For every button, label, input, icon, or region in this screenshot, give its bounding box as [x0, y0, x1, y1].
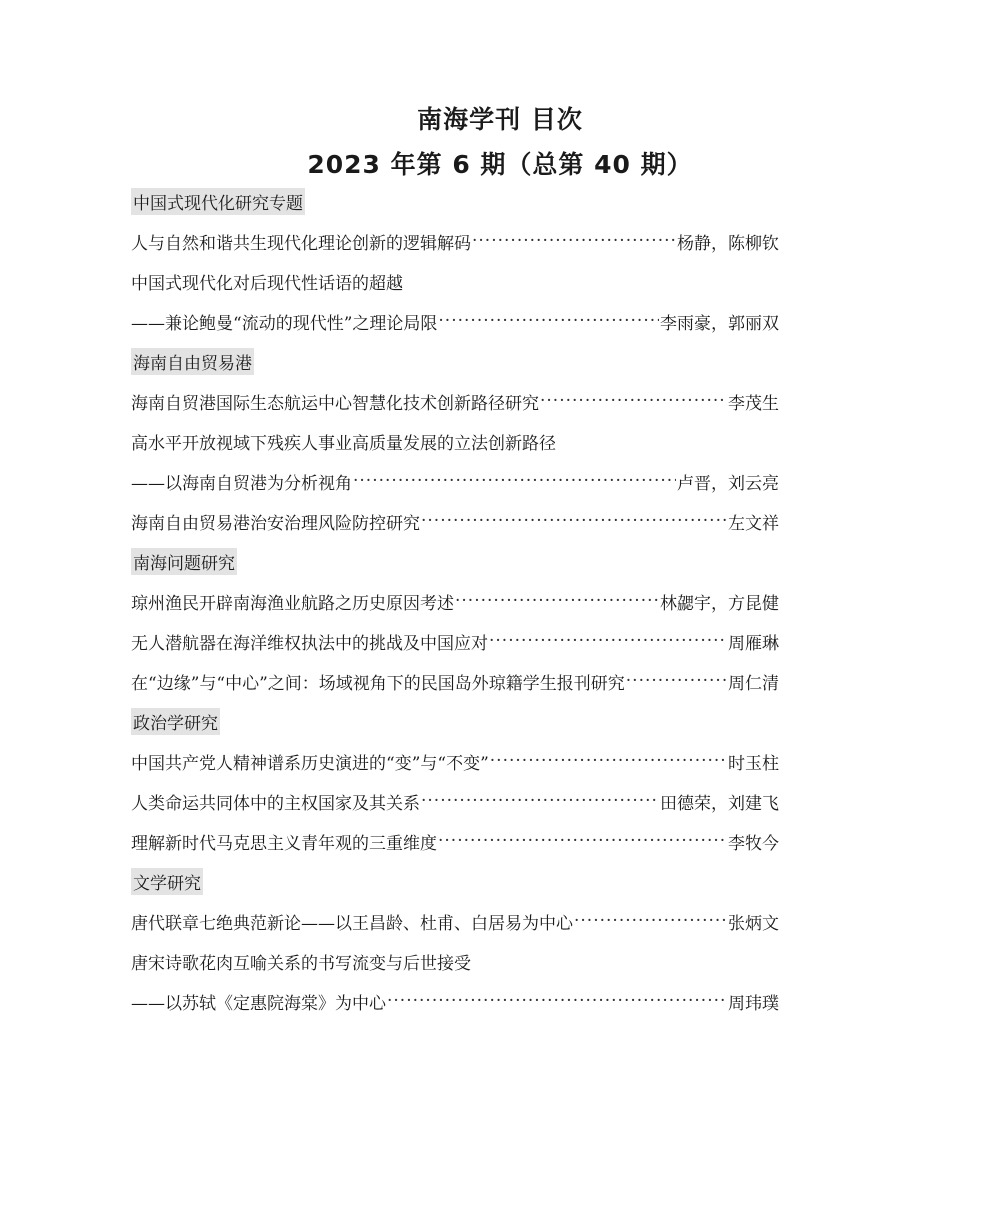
article-author: 李茂生 [728, 393, 779, 414]
article-author: 卢晋，刘云亮 [677, 473, 779, 494]
article-author: 张炳文 [728, 913, 779, 934]
dot-leader [455, 591, 659, 611]
article-author: 周雁琳 [728, 633, 779, 654]
article-subtitle: ——以苏轼《定惠院海棠》为中心 [131, 993, 386, 1014]
dot-leader [574, 911, 727, 931]
article-subtitle: ——兼论鲍曼“流动的现代性”之理论局限 [131, 313, 438, 334]
article-title: 唐宋诗歌花肉互喻关系的书写流变与后世接受 [131, 953, 471, 974]
toc-entry [131, 461, 779, 501]
article-title: 高水平开放视域下残疾人事业高质量发展的立法创新路径 [131, 433, 556, 454]
article-title: 中国式现代化对后现代性话语的超越 [131, 273, 403, 294]
article-title: 在“边缘”与“中心”之间：场域视角下的民国岛外琼籍学生报刊研究 [131, 673, 625, 694]
section-heading: 南海问题研究 [131, 548, 237, 575]
article-author: 时玉柱 [728, 753, 779, 774]
article-title: 海南自由贸易港治安治理风险防控研究 [131, 513, 420, 534]
article-title: 海南自贸港国际生态航运中心智慧化技术创新路径研究 [131, 393, 539, 414]
dot-leader [353, 471, 676, 491]
toc-entry [131, 621, 779, 661]
dot-leader [472, 231, 676, 251]
article-author: 左文祥 [728, 513, 779, 534]
article-author: 林勰宇，方昆健 [660, 593, 779, 614]
article-subtitle: ——以海南自贸港为分析视角 [131, 473, 352, 494]
dot-leader [540, 391, 727, 411]
section-heading: 海南自由贸易港 [131, 348, 254, 375]
toc-entry [131, 381, 779, 421]
toc-entry [131, 661, 779, 701]
article-author: 李牧今 [728, 833, 779, 854]
toc-entry-title-line [131, 261, 779, 301]
section-heading-row [131, 341, 779, 381]
toc-entry [131, 501, 779, 541]
dot-leader [626, 671, 727, 691]
article-title: 理解新时代马克思主义青年观的三重维度 [131, 833, 437, 854]
section-heading: 文学研究 [131, 868, 203, 895]
article-title: 唐代联章七绝典范新论——以王昌龄、杜甫、白居易为中心 [131, 913, 573, 934]
issue-subtitle: 2023 年第 6 期（总第 40 期） [307, 150, 693, 179]
section-heading-row [131, 861, 779, 901]
page-title: 南海学刊 目次 [417, 105, 583, 134]
article-author: 周玮璞 [728, 993, 779, 1014]
table-of-contents [131, 181, 779, 1021]
section-heading-row [131, 181, 779, 221]
toc-entry [131, 981, 779, 1021]
toc-entry [131, 581, 779, 621]
toc-entry [131, 221, 779, 261]
section-heading-row [131, 541, 779, 581]
toc-entry-title-line [131, 941, 779, 981]
dot-leader [387, 991, 727, 1011]
article-title: 琼州渔民开辟南海渔业航路之历史原因考述 [131, 593, 454, 614]
toc-entry [131, 741, 779, 781]
section-heading-row [131, 701, 779, 741]
article-title: 无人潜航器在海洋维权执法中的挑战及中国应对 [131, 633, 488, 654]
toc-entry-title-line [131, 421, 779, 461]
section-heading: 政治学研究 [131, 708, 220, 735]
toc-entry [131, 901, 779, 941]
article-title: 人与自然和谐共生现代化理论创新的逻辑解码 [131, 233, 471, 254]
dot-leader [489, 631, 727, 651]
toc-entry [131, 301, 779, 341]
article-author: 李雨豪，郭丽双 [660, 313, 779, 334]
dot-leader [421, 791, 659, 811]
dot-leader [438, 311, 659, 331]
article-title: 中国共产党人精神谱系历史演进的“变”与“不变” [131, 753, 489, 774]
article-author: 田德荣，刘建飞 [660, 793, 779, 814]
toc-entry [131, 821, 779, 861]
dot-leader [490, 751, 727, 771]
toc-entry [131, 781, 779, 821]
dot-leader [421, 511, 727, 531]
article-author: 周仁清 [728, 673, 779, 694]
article-author: 杨静，陈柳钦 [677, 233, 779, 254]
section-heading: 中国式现代化研究专题 [131, 188, 305, 215]
dot-leader [438, 831, 727, 851]
article-title: 人类命运共同体中的主权国家及其关系 [131, 793, 420, 814]
